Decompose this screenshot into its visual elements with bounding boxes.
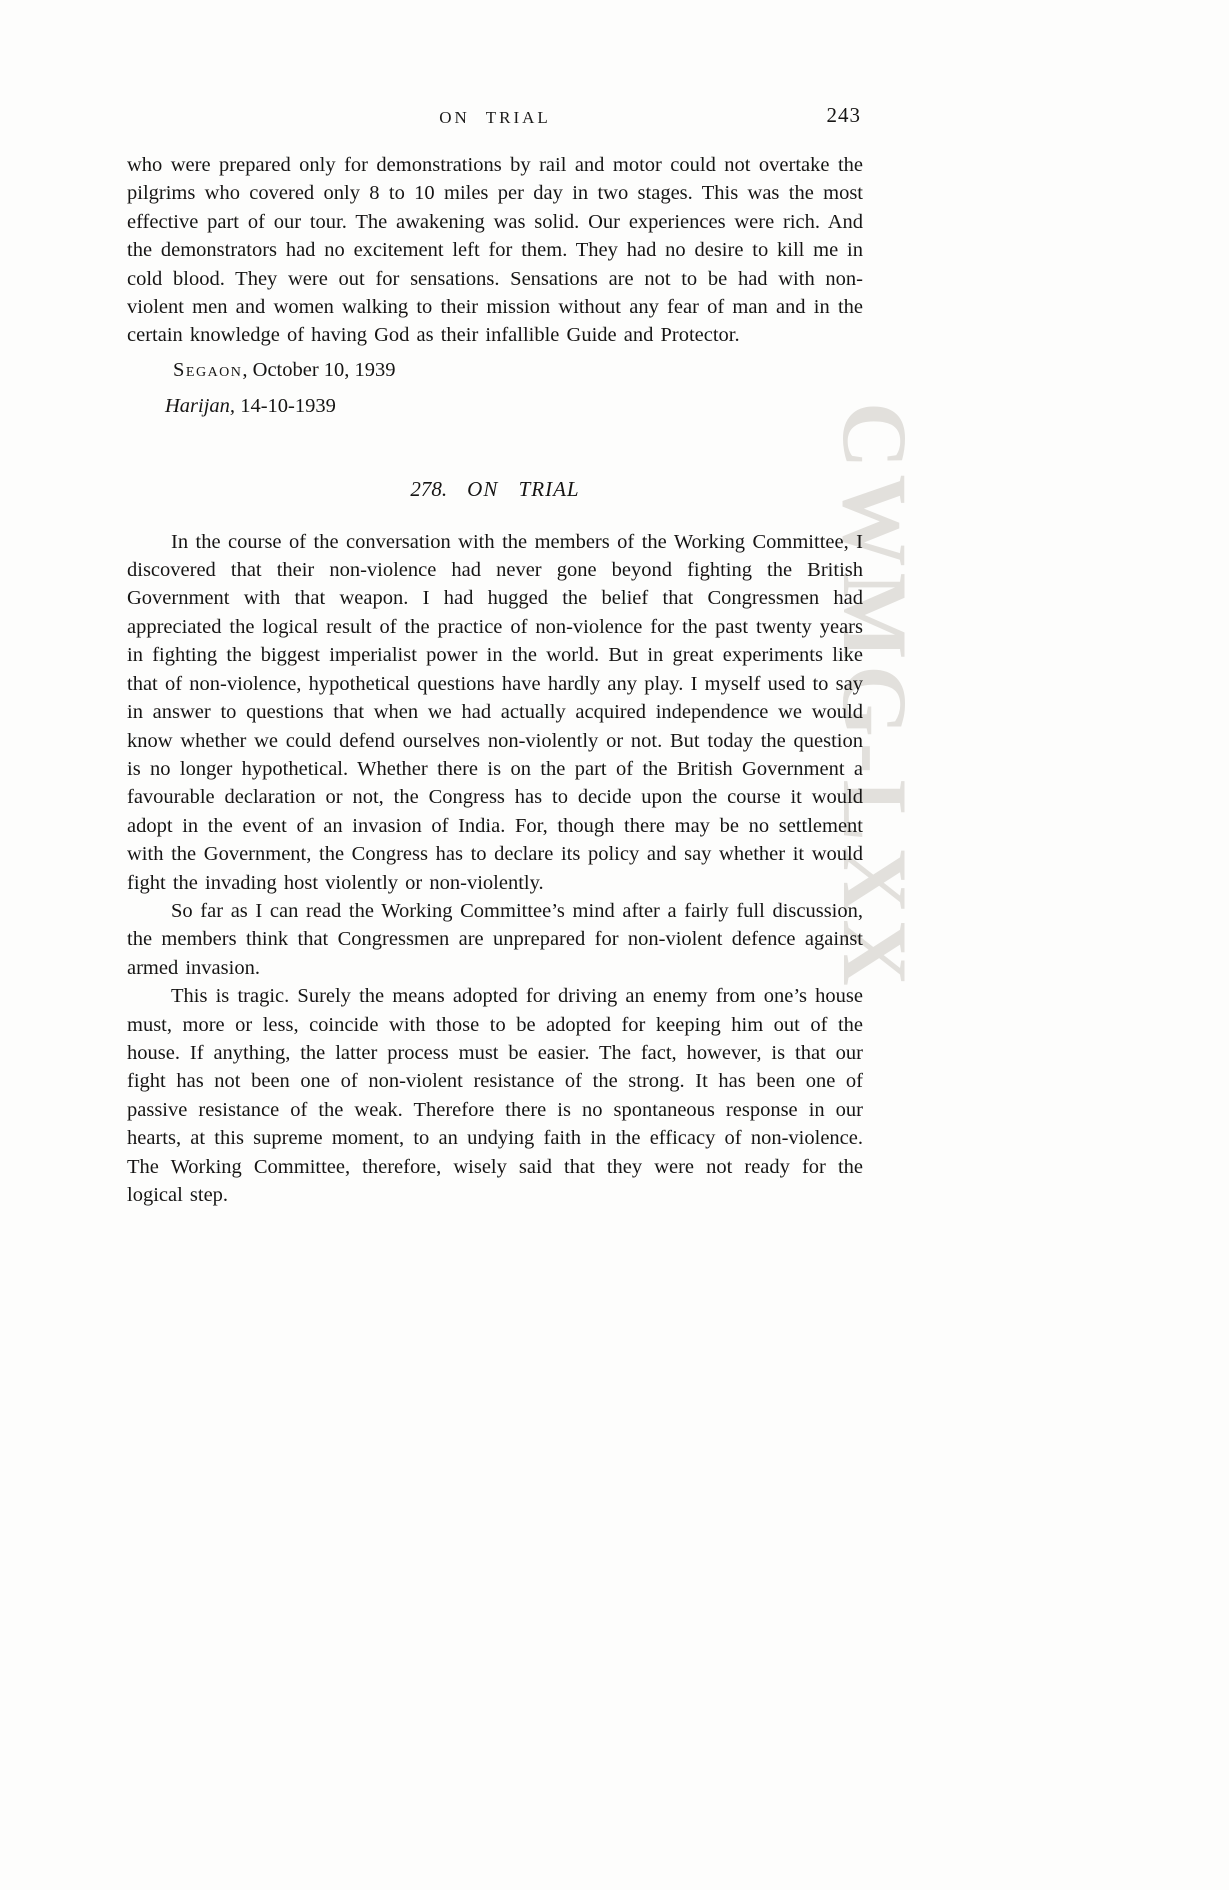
section-paragraph-2: So far as I can read the Working Committee’s mind after a fairly full discussion, the members think that Congressmen are unprepared for non-violent defence against armed invasion.	[127, 899, 863, 979]
source-publication: Harijan,	[165, 395, 236, 418]
signature-place: Segaon	[173, 358, 243, 381]
volume-watermark: CWMG-LXX	[824, 402, 926, 992]
source-line	[127, 392, 863, 420]
text-block	[127, 103, 863, 1209]
signature-line	[127, 356, 863, 384]
page-header	[127, 103, 863, 133]
section-title: ON TRIAL	[467, 476, 580, 501]
running-title: ON TRIAL	[439, 108, 551, 127]
page-number: 243	[826, 103, 861, 127]
paragraph-continuation: who were prepared only for demonstrations by rail and motor could not overtake the pilgrims who covered only 8 to 10 miles per day in two stages. This was the most effective part of our tour. The awakening was solid. Our experiences were rich. And the demonstrators had no excitement left for them. They had no desire to kill me in cold blood. They were out for sensations. Sensations are not to be had with non-violent men and women walking to their mission without any fear of man and in the certain knowledge of having God as their infallible Guide and Protector.	[127, 154, 863, 347]
section-paragraph-3: This is tragic. Surely the means adopted for driving an enemy from one’s house must, more or less, coincide with those to be adopted for keeping him out of the house. If anything, the latter process must be easier. The fact, however, is that our fight has not been one of non-violent resistance of the strong. It has been one of passive resistance of the weak. Therefore there is no spontaneous response in our hearts, at this supreme moment, to an undying faith in the efficacy of non-violence. The Working Committee, therefore, wisely said that they were not ready for the logical step.	[127, 985, 863, 1206]
source-date: 14-10-1939	[235, 395, 336, 418]
signature-date: , October 10, 1939	[242, 358, 396, 381]
section-heading	[127, 477, 863, 502]
section-number: 278.	[410, 476, 448, 501]
section-paragraph-1: In the course of the conversation with the members of the Working Committee, I discovered that their non-violence had never gone beyond fighting the British Government with that weapon. I had hugged the belief that Congressmen had appreciated the logical result of the practice of non-violence for the past twenty years in fighting the biggest imperialist power in the world. But in great experiments like that of non-violence, hypothetical questions have hardly any play. I myself used to say in answer to questions that when we had actually acquired independence we would know whether we could defend ourselves non-violently or not. But today the question is no longer hypothetical. Whether there is on the part of the British Government a favourable declaration or not, the Congress has to decide upon the course it would adopt in the event of an invasion of India. For, though there may be no settlement with the Government, the Congress has to declare its policy and say whether it would fight the invading host violently or non-violently.	[127, 530, 863, 894]
